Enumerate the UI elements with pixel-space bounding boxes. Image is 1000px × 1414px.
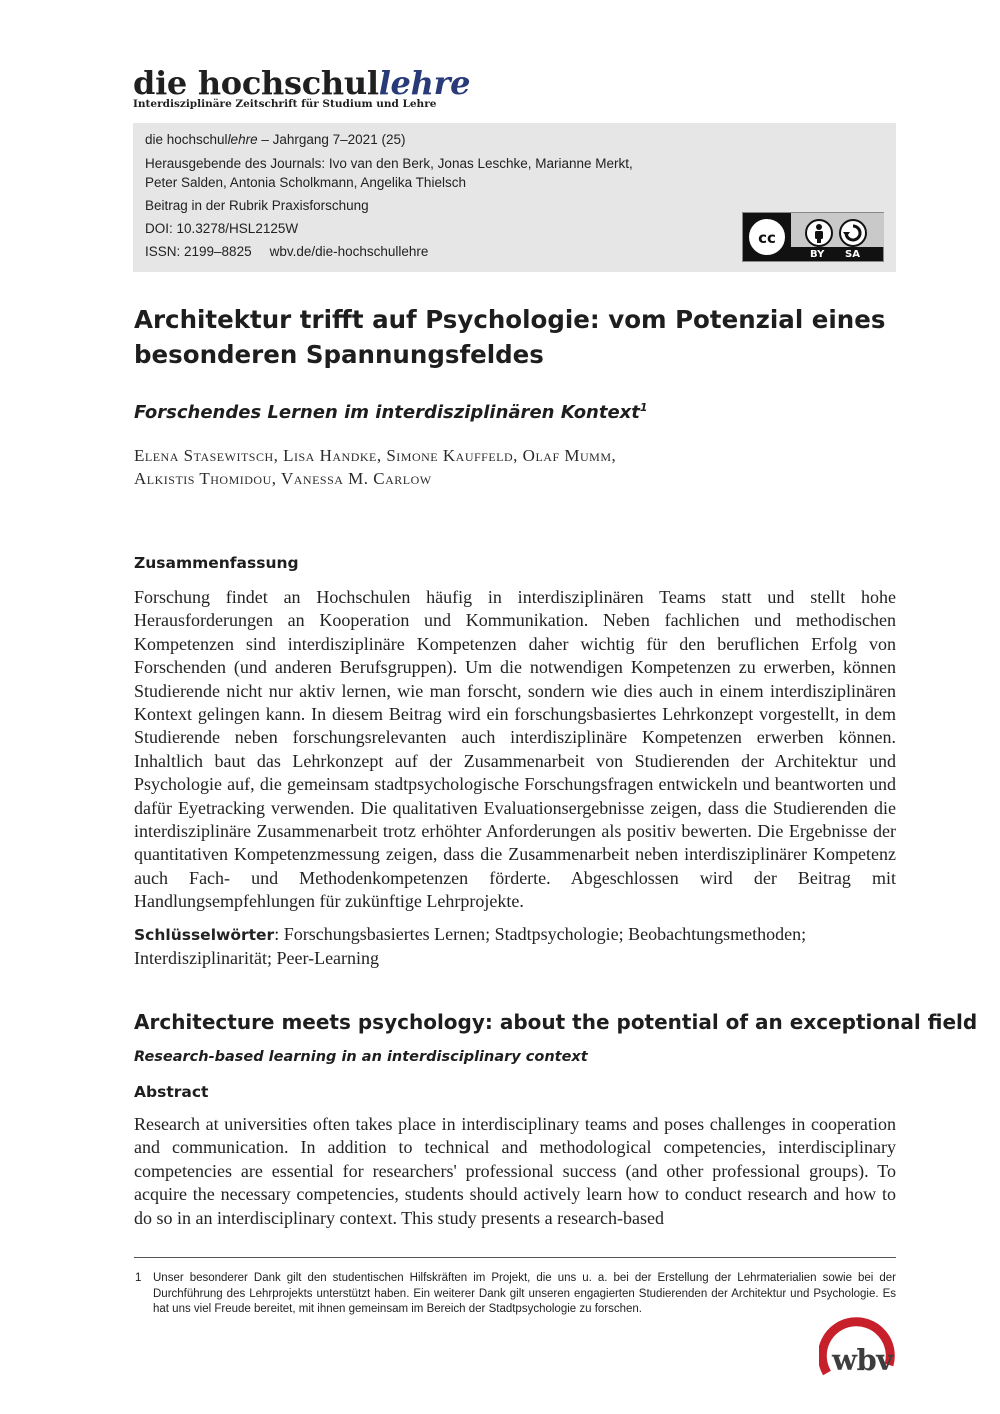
issn-value: ISSN: 2199–8825 bbox=[145, 244, 252, 259]
cc-circle-icon bbox=[746, 216, 788, 258]
article-subtitle bbox=[134, 395, 894, 426]
author-line-2: Alkistis Thomidou, Vanessa M. Carlow bbox=[134, 469, 432, 488]
editors-line-2: Peter Salden, Antonia Scholkmann, Angelika Thielsch bbox=[145, 175, 466, 190]
journal-logo bbox=[133, 66, 470, 100]
keywords-list: : Forschungsbasiertes Lernen; Stadtpsychologie; Beobachtungsmethoden; Interdisziplinarität; Peer-Learning bbox=[134, 924, 807, 969]
editors-line-1: Herausgebende des Journals: Ivo van den Berk, Jonas Leschke, Marianne Merkt, bbox=[145, 156, 633, 171]
journal-name-plain: die hochschul bbox=[145, 132, 228, 147]
author-line-1: Elena Stasewitsch, Lisa Handke, Simone Kauffeld, Olaf Mumm, bbox=[134, 446, 617, 465]
journal-issue-line bbox=[145, 131, 405, 148]
attribution-icon bbox=[805, 219, 833, 247]
abstract-heading: Abstract bbox=[134, 1083, 209, 1101]
footnote-text: Unser besonderer Dank gilt den studentischen Hilfskräften im Projekt, die uns u. a. bei der Erstellung der Lehrmaterialien sowie bei der Durchführung des Lehrprojekts unterstützt haben. Ein weiterer Dank gilt unseren engagierten Studierenden der Architektur und Psychologie. Es hat uns viel Freude bereitet, mit ihnen gemeinsam im Bereich der Stadtpsychologie zu forschen. bbox=[153, 1272, 896, 1315]
journal-tagline: Interdisziplinäre Zeitschrift für Studium und Lehre bbox=[133, 98, 437, 110]
summary-text: Forschung findet an Hochschulen häufig in interdisziplinären Teams statt und stellt hohe Herausforderungen an Kooperation und Kommunikation. Neben fachlichen und methodischen Kompetenzen sind interdisziplinäre Kompetenzen daher wichtig für den beruflichen Erfolg von Forschenden (und anderen Berufsgruppen). Um die notwendigen Kompetenzen zu erwerben, können Studierende nicht nur aktiv lernen, wie man forscht, sondern wie dies auch in einem interdisziplinären Kontext gelingen kann. In diesem Beitrag wird ein forschungsbasiertes Lehrkonzept vorgestellt, in dem Studierende neben forschungsrelevanten auch interdisziplinäre Kompetenzen erwerben können. Inhaltlich baut das Lehrkonzept auf der Zusammenarbeit von Studierenden der Architektur und Psychologie auf, die gemeinsam stadtpsychologische Forschungsfragen entwickeln und beantworten und dafür Eyetracking verwenden. Die qualitativen Evaluationsergebnisse zeigen, dass die Studierenden die interdisziplinäre Zusammenarbeit trotz erhöhter Anforderungen als positiv bewerten. Die Ergebnisse der quantitativen Kompetenzmessung zeigen, dass die Zusammenarbeit neben interdisziplinärer Kompetenz auch Fach- und Methodenkompetenzen förderte. Abgeschlossen wird der Beitrag mit Handlungsempfehlungen für zukünftige Lehrprojekte. bbox=[134, 587, 896, 912]
rubric-line: Beitrag in der Rubrik Praxisforschung bbox=[145, 198, 369, 213]
article-info-box bbox=[133, 123, 896, 272]
journal-logo-italic: lehre bbox=[378, 64, 471, 102]
share-alike-icon bbox=[839, 219, 867, 247]
license-sa-label: SA bbox=[845, 249, 860, 260]
english-subtitle: Research-based learning in an interdisciplinary context bbox=[134, 1049, 588, 1065]
journal-issue: – Jahrgang 7–2021 (25) bbox=[257, 132, 406, 147]
license-by-label: BY bbox=[810, 249, 825, 260]
journal-name-italic: lehre bbox=[227, 132, 258, 147]
journal-url-link[interactable]: wbv.de/die-hochschullehre bbox=[269, 244, 429, 259]
doi-line[interactable]: DOI: 10.3278/HSL2125W bbox=[145, 221, 299, 236]
author-list bbox=[134, 444, 894, 490]
summary-heading: Zusammenfassung bbox=[134, 554, 299, 572]
svg-text:cc: cc bbox=[758, 229, 776, 247]
keywords bbox=[134, 923, 896, 971]
article-title: Architektur trifft auf Psychologie: vom Potenzial eines besonderen Spannungsfeldes bbox=[134, 305, 886, 369]
keywords-label: Schlüsselwörter bbox=[134, 926, 275, 944]
abstract-text: Research at universities often takes place in interdisciplinary teams and poses challenges in cooperation and communication. In addition to technical and methodological competencies, interdisciplinary competencies are essential for researchers' professional success (and other professional groups). To acquire the necessary competencies, students should actively learn how to conduct research and how to do so in an interdisciplinary context. This study presents a research-based bbox=[134, 1114, 896, 1228]
footnote-divider bbox=[134, 1257, 896, 1258]
english-title: Architecture meets psychology: about the potential of an exceptional field bbox=[134, 1010, 978, 1034]
cc-glyph-icon bbox=[749, 219, 785, 255]
issn-line bbox=[145, 243, 428, 260]
footnote-number: 1 bbox=[135, 1272, 142, 1284]
footnote-marker[interactable]: 1 bbox=[639, 401, 648, 414]
article-subtitle-text: Forschendes Lernen im interdisziplinären Kontext bbox=[134, 402, 640, 423]
publisher-logo[interactable]: wbv bbox=[832, 1343, 893, 1377]
cc-by-sa-icon[interactable] bbox=[742, 212, 884, 262]
journal-logo-plain: die hochschul bbox=[133, 64, 379, 102]
